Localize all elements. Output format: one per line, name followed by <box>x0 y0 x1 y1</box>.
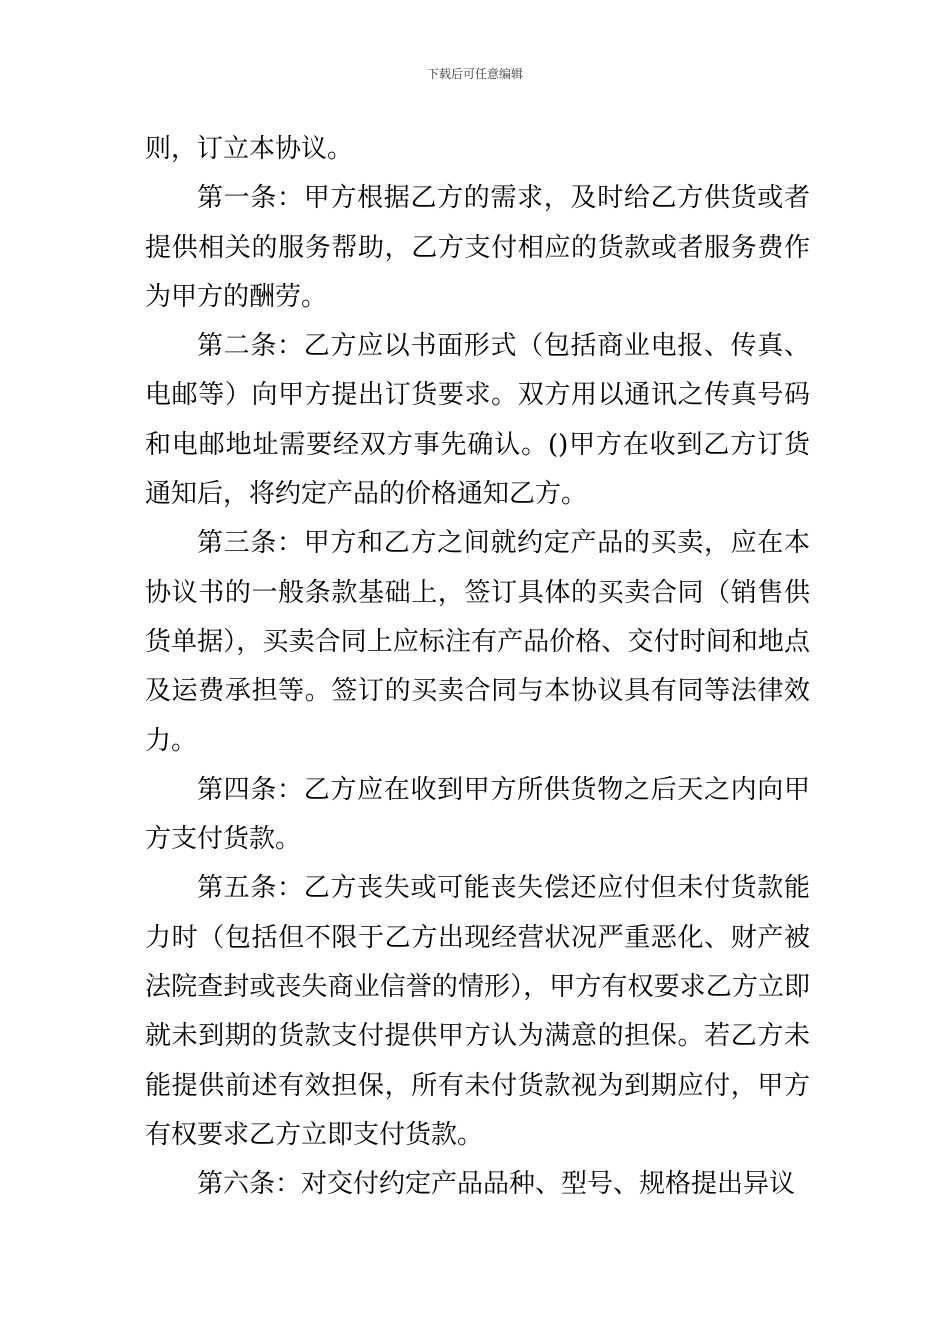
document-body <box>145 125 810 1210</box>
paragraph-article-1: 第一条：甲方根据乙方的需求，及时给乙方供货或者提供相关的服务帮助，乙方支付相应的货款或者服务费作为甲方的酬劳。 <box>145 183 810 312</box>
paragraph-preamble-end: 则，订立本协议。 <box>145 134 354 164</box>
paragraph-article-3: 第三条：甲方和乙方之间就约定产品的买卖，应在本协议书的一般条款基础上，签订具体的买卖合同（销售供货单据），买卖合同上应标注有产品价格、交付时间和地点及运费承担等。签订的买卖合同与本协议具有同等法律效力。 <box>145 528 810 756</box>
page-header: 下载后可任意编辑 <box>426 67 523 81</box>
paragraph-article-2: 第二条：乙方应以书面形式（包括商业电报、传真、电邮等）向甲方提出订货要求。双方用以通讯之传真号码和电邮地址需要经双方事先确认。()甲方在收到乙方订货通知后，将约定产品的价格通知乙方。 <box>145 331 810 510</box>
paragraph-article-4: 第四条：乙方应在收到甲方所供货物之后天之内向甲方支付货款。 <box>145 774 810 855</box>
paragraph-article-6: 第六条：对交付约定产品品种、型号、规格提出异议 <box>197 1169 796 1200</box>
paragraph-article-5: 第五条：乙方丧失或可能丧失偿还应付但未付货款能力时（包括但不限于乙方出现经营状况严重恶化、财产被法院查封或丧失商业信誉的情形），甲方有权要求乙方立即就未到期的货款支付提供甲方认为满意的担保。若乙方未能提供前述有效担保，所有未付货款视为到期应付，甲方有权要求乙方立即支付货款。 <box>145 873 810 1150</box>
